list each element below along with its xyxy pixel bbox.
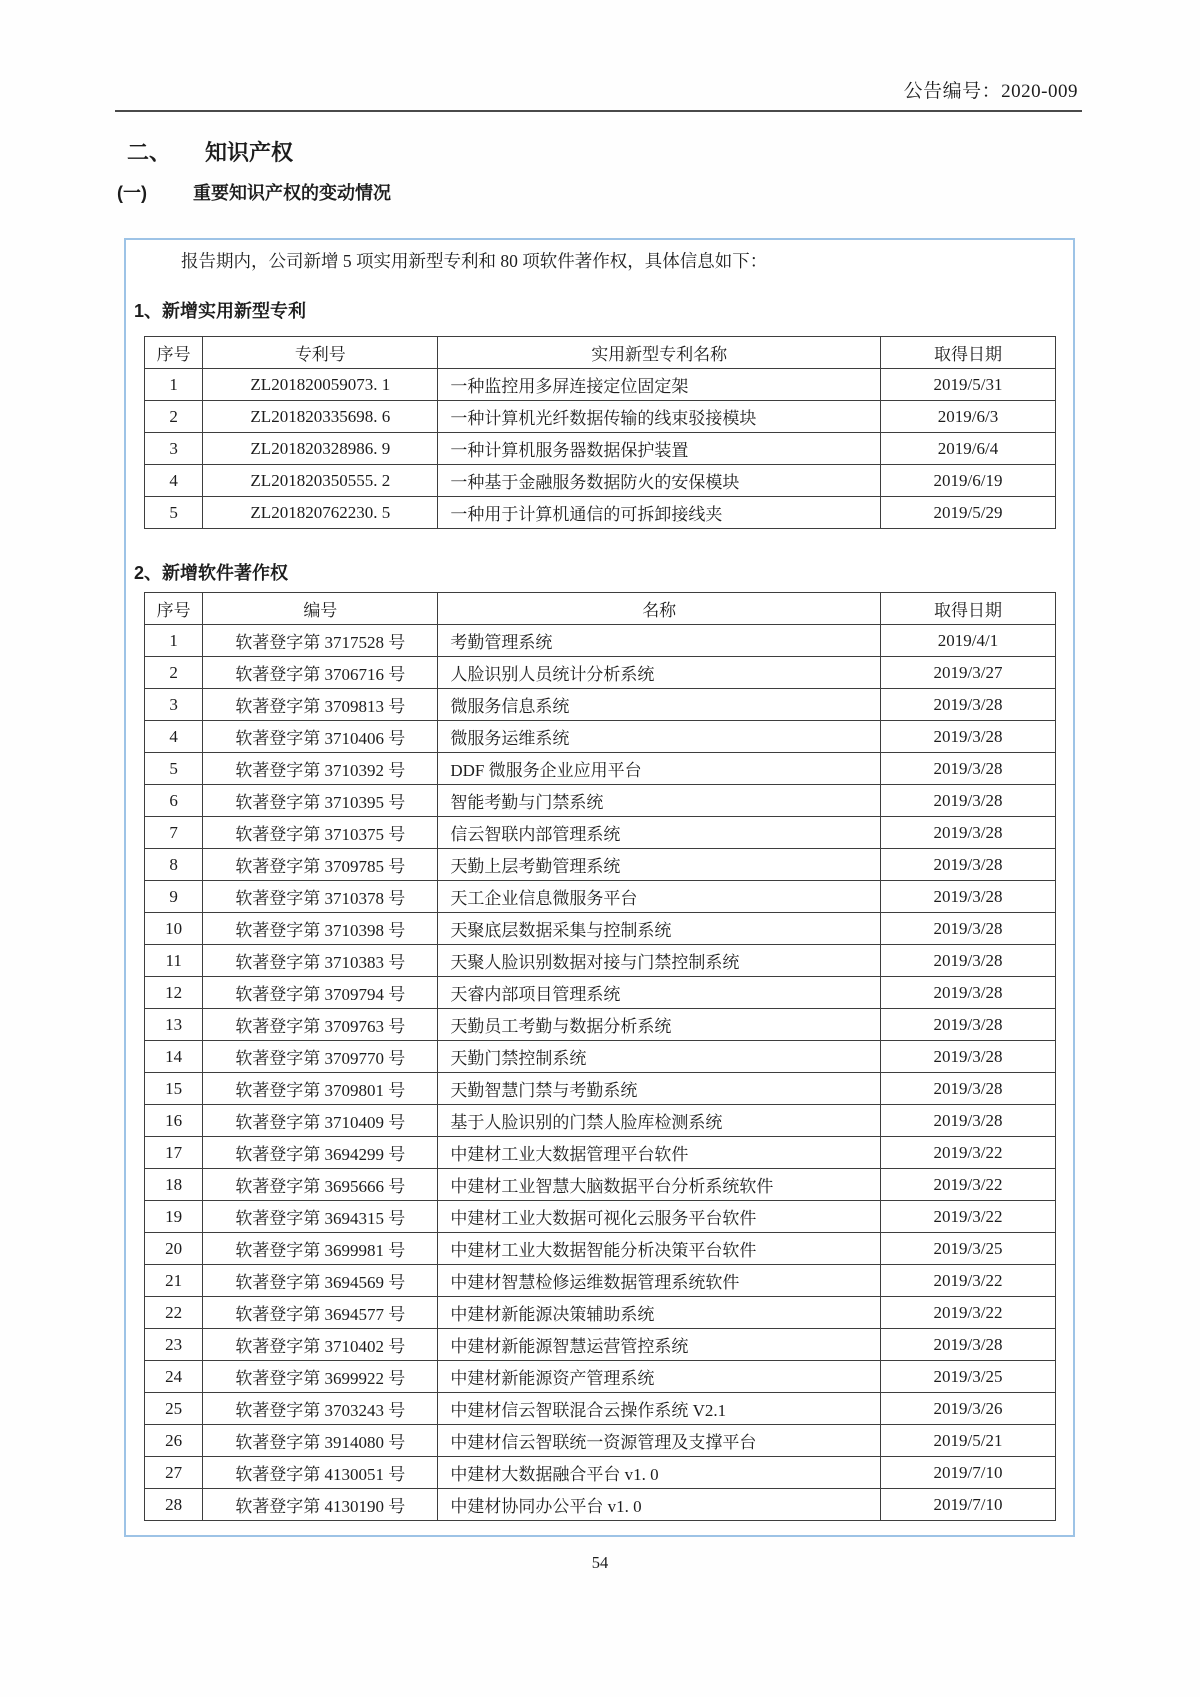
copyrights-table-row <box>145 1105 1056 1137</box>
copyright-id-cell: 软著登字第 3709763 号 <box>203 1009 438 1041</box>
copyright-name-cell: 天勤智慧门禁与考勤系统 <box>438 1073 881 1105</box>
copyright-name-cell: 天勤门禁控制系统 <box>438 1041 881 1073</box>
copyright-date-cell: 2019/3/28 <box>881 721 1056 753</box>
copyright-name-cell: 天勤上层考勤管理系统 <box>438 849 881 881</box>
copyrights-table-row <box>145 849 1056 881</box>
patents-table-row <box>145 369 1056 401</box>
patents-table-row <box>145 497 1056 529</box>
copyright-name-cell: 基于人脸识别的门禁人脸库检测系统 <box>438 1105 881 1137</box>
copyright-id-cell: 软著登字第 3703243 号 <box>203 1393 438 1425</box>
copyright-name-cell: 中建材协同办公平台 v1. 0 <box>438 1489 881 1521</box>
copyrights-table-row <box>145 753 1056 785</box>
copyright-index-cell: 23 <box>145 1329 203 1361</box>
copyright-index-cell: 2 <box>145 657 203 689</box>
copyright-date-cell: 2019/3/27 <box>881 657 1056 689</box>
copyright-index-cell: 4 <box>145 721 203 753</box>
patents-header-row <box>145 337 1056 369</box>
copyright-index-cell: 26 <box>145 1425 203 1457</box>
copyright-date-cell: 2019/3/26 <box>881 1393 1056 1425</box>
copyright-date-cell: 2019/3/28 <box>881 1009 1056 1041</box>
section-heading <box>127 136 293 167</box>
copyright-index-cell: 13 <box>145 1009 203 1041</box>
copyright-id-cell: 软著登字第 3694299 号 <box>203 1137 438 1169</box>
copyright-id-cell: 软著登字第 3709813 号 <box>203 689 438 721</box>
copyright-date-cell: 2019/3/28 <box>881 1329 1056 1361</box>
copyright-date-cell: 2019/3/28 <box>881 1041 1056 1073</box>
copyright-date-cell: 2019/3/22 <box>881 1169 1056 1201</box>
copyright-index-cell: 25 <box>145 1393 203 1425</box>
copyright-id-cell: 软著登字第 3710402 号 <box>203 1329 438 1361</box>
patent-index-cell: 3 <box>145 433 203 465</box>
copyright-id-cell: 软著登字第 3699922 号 <box>203 1361 438 1393</box>
copyright-index-cell: 17 <box>145 1137 203 1169</box>
copyright-id-cell: 软著登字第 3710392 号 <box>203 753 438 785</box>
copyrights-col-id: 编号 <box>203 593 438 625</box>
copyright-name-cell: 中建材信云智联混合云操作系统 V2.1 <box>438 1393 881 1425</box>
patents-section-label: 1、新增实用新型专利 <box>134 301 307 321</box>
copyrights-table-row <box>145 785 1056 817</box>
patents-table <box>144 336 1056 529</box>
copyright-id-cell: 软著登字第 3709785 号 <box>203 849 438 881</box>
copyrights-table-row <box>145 1169 1056 1201</box>
copyright-index-cell: 6 <box>145 785 203 817</box>
patent-date-cell: 2019/6/3 <box>881 401 1056 433</box>
copyright-name-cell: 微服务信息系统 <box>438 689 881 721</box>
copyrights-table-row <box>145 721 1056 753</box>
copyright-id-cell: 软著登字第 3710383 号 <box>203 945 438 977</box>
copyright-name-cell: 天聚人脸识别数据对接与门禁控制系统 <box>438 945 881 977</box>
copyright-index-cell: 1 <box>145 625 203 657</box>
copyright-id-cell: 软著登字第 4130190 号 <box>203 1489 438 1521</box>
copyright-name-cell: 中建材新能源资产管理系统 <box>438 1361 881 1393</box>
patents-table-row <box>145 433 1056 465</box>
patents-table-row <box>145 401 1056 433</box>
copyright-date-cell: 2019/3/28 <box>881 753 1056 785</box>
copyright-id-cell: 软著登字第 4130051 号 <box>203 1457 438 1489</box>
copyright-date-cell: 2019/3/25 <box>881 1361 1056 1393</box>
copyright-index-cell: 5 <box>145 753 203 785</box>
patent-index-cell: 5 <box>145 497 203 529</box>
copyright-date-cell: 2019/3/25 <box>881 1233 1056 1265</box>
copyright-name-cell: 人脸识别人员统计分析系统 <box>438 657 881 689</box>
copyright-index-cell: 20 <box>145 1233 203 1265</box>
copyright-id-cell: 软著登字第 3710378 号 <box>203 881 438 913</box>
copyrights-table-row <box>145 881 1056 913</box>
patent-index-cell: 4 <box>145 465 203 497</box>
copyright-id-cell: 软著登字第 3709794 号 <box>203 977 438 1009</box>
copyright-id-cell: 软著登字第 3694577 号 <box>203 1297 438 1329</box>
intro-paragraph: 报告期内，公司新增 5 项实用新型专利和 80 项软件著作权，具体信息如下： <box>181 251 768 271</box>
patent-id-cell: ZL201820335698. 6 <box>203 401 438 433</box>
copyright-index-cell: 27 <box>145 1457 203 1489</box>
copyrights-table-row <box>145 1361 1056 1393</box>
copyright-index-cell: 7 <box>145 817 203 849</box>
announcement-number: 公告编号：2020-009 <box>903 81 1078 102</box>
patents-table-row <box>145 465 1056 497</box>
copyright-id-cell: 软著登字第 3709801 号 <box>203 1073 438 1105</box>
copyright-id-cell: 软著登字第 3694315 号 <box>203 1201 438 1233</box>
copyrights-section-label: 2、新增软件著作权 <box>134 563 289 583</box>
copyright-name-cell: 天睿内部项目管理系统 <box>438 977 881 1009</box>
copyright-name-cell: 智能考勤与门禁系统 <box>438 785 881 817</box>
copyrights-col-index: 序号 <box>145 593 203 625</box>
patent-date-cell: 2019/5/31 <box>881 369 1056 401</box>
copyright-id-cell: 软著登字第 3694569 号 <box>203 1265 438 1297</box>
patents-table-body <box>145 369 1056 529</box>
copyright-index-cell: 14 <box>145 1041 203 1073</box>
copyrights-table-row <box>145 977 1056 1009</box>
patent-id-cell: ZL201820059073. 1 <box>203 369 438 401</box>
copyright-id-cell: 软著登字第 3695666 号 <box>203 1169 438 1201</box>
copyright-index-cell: 11 <box>145 945 203 977</box>
copyrights-col-name: 名称 <box>438 593 881 625</box>
copyright-index-cell: 28 <box>145 1489 203 1521</box>
copyright-index-cell: 9 <box>145 881 203 913</box>
copyrights-table-row <box>145 689 1056 721</box>
copyright-index-cell: 8 <box>145 849 203 881</box>
copyright-date-cell: 2019/3/28 <box>881 1105 1056 1137</box>
copyright-name-cell: 中建材大数据融合平台 v1. 0 <box>438 1457 881 1489</box>
copyright-date-cell: 2019/3/28 <box>881 913 1056 945</box>
patent-name-cell: 一种计算机光纤数据传输的线束驳接模块 <box>438 401 881 433</box>
copyrights-table-body <box>145 625 1056 1521</box>
copyright-id-cell: 软著登字第 3710375 号 <box>203 817 438 849</box>
patent-index-cell: 1 <box>145 369 203 401</box>
copyright-index-cell: 16 <box>145 1105 203 1137</box>
copyrights-table-row <box>145 1425 1056 1457</box>
copyright-date-cell: 2019/3/22 <box>881 1297 1056 1329</box>
copyrights-table-row <box>145 1457 1056 1489</box>
patent-date-cell: 2019/6/19 <box>881 465 1056 497</box>
copyrights-table-row <box>145 657 1056 689</box>
copyright-name-cell: 天聚底层数据采集与控制系统 <box>438 913 881 945</box>
copyright-id-cell: 软著登字第 3710398 号 <box>203 913 438 945</box>
copyrights-table-row <box>145 1041 1056 1073</box>
copyright-id-cell: 软著登字第 3710409 号 <box>203 1105 438 1137</box>
copyright-name-cell: 微服务运维系统 <box>438 721 881 753</box>
copyright-date-cell: 2019/3/22 <box>881 1137 1056 1169</box>
copyright-index-cell: 10 <box>145 913 203 945</box>
copyright-index-cell: 21 <box>145 1265 203 1297</box>
copyright-date-cell: 2019/3/28 <box>881 945 1056 977</box>
patent-id-cell: ZL201820328986. 9 <box>203 433 438 465</box>
copyrights-table-row <box>145 1489 1056 1521</box>
header-rule <box>115 110 1082 112</box>
copyright-date-cell: 2019/5/21 <box>881 1425 1056 1457</box>
copyright-name-cell: DDF 微服务企业应用平台 <box>438 753 881 785</box>
copyright-name-cell: 中建材新能源智慧运营管控系统 <box>438 1329 881 1361</box>
copyright-id-cell: 软著登字第 3709770 号 <box>203 1041 438 1073</box>
copyright-name-cell: 中建材工业大数据可视化云服务平台软件 <box>438 1201 881 1233</box>
copyright-name-cell: 考勤管理系统 <box>438 625 881 657</box>
copyright-date-cell: 2019/3/28 <box>881 977 1056 1009</box>
copyright-date-cell: 2019/3/28 <box>881 849 1056 881</box>
copyright-name-cell: 中建材信云智联统一资源管理及支撑平台 <box>438 1425 881 1457</box>
copyright-date-cell: 2019/3/22 <box>881 1265 1056 1297</box>
copyright-name-cell: 中建材新能源决策辅助系统 <box>438 1297 881 1329</box>
patent-name-cell: 一种基于金融服务数据防火的安保模块 <box>438 465 881 497</box>
copyrights-table-row <box>145 1297 1056 1329</box>
copyright-id-cell: 软著登字第 3699981 号 <box>203 1233 438 1265</box>
copyright-index-cell: 12 <box>145 977 203 1009</box>
copyright-index-cell: 15 <box>145 1073 203 1105</box>
patent-date-cell: 2019/6/4 <box>881 433 1056 465</box>
copyrights-table-row <box>145 1201 1056 1233</box>
patent-index-cell: 2 <box>145 401 203 433</box>
patent-date-cell: 2019/5/29 <box>881 497 1056 529</box>
copyright-date-cell: 2019/4/1 <box>881 625 1056 657</box>
copyright-date-cell: 2019/3/28 <box>881 689 1056 721</box>
copyright-index-cell: 18 <box>145 1169 203 1201</box>
copyrights-table-row <box>145 1009 1056 1041</box>
subsection-heading <box>117 179 391 205</box>
copyright-date-cell: 2019/3/28 <box>881 817 1056 849</box>
copyright-index-cell: 19 <box>145 1201 203 1233</box>
copyright-date-cell: 2019/7/10 <box>881 1457 1056 1489</box>
patent-name-cell: 一种计算机服务器数据保护装置 <box>438 433 881 465</box>
copyright-date-cell: 2019/3/22 <box>881 1201 1056 1233</box>
copyright-name-cell: 天工企业信息微服务平台 <box>438 881 881 913</box>
copyright-name-cell: 中建材工业大数据管理平台软件 <box>438 1137 881 1169</box>
copyright-name-cell: 中建材智慧检修运维数据管理系统软件 <box>438 1265 881 1297</box>
patents-col-name: 实用新型专利名称 <box>438 337 881 369</box>
patent-name-cell: 一种用于计算机通信的可拆卸接线夹 <box>438 497 881 529</box>
patent-name-cell: 一种监控用多屏连接定位固定架 <box>438 369 881 401</box>
copyrights-table-row <box>145 1233 1056 1265</box>
copyright-date-cell: 2019/3/28 <box>881 785 1056 817</box>
copyrights-table-row <box>145 817 1056 849</box>
copyrights-table-row <box>145 913 1056 945</box>
patents-col-index: 序号 <box>145 337 203 369</box>
copyright-id-cell: 软著登字第 3914080 号 <box>203 1425 438 1457</box>
copyright-date-cell: 2019/7/10 <box>881 1489 1056 1521</box>
subsection-heading-number: (一) <box>117 183 147 203</box>
subsection-heading-title: 重要知识产权的变动情况 <box>193 183 391 203</box>
section-heading-title: 知识产权 <box>205 140 294 165</box>
copyright-index-cell: 3 <box>145 689 203 721</box>
copyright-date-cell: 2019/3/28 <box>881 881 1056 913</box>
patent-id-cell: ZL201820762230. 5 <box>203 497 438 529</box>
copyrights-header-row <box>145 593 1056 625</box>
copyrights-table-row <box>145 1073 1056 1105</box>
content-box <box>124 238 1075 1537</box>
copyright-date-cell: 2019/3/28 <box>881 1073 1056 1105</box>
copyrights-table-row <box>145 1137 1056 1169</box>
section-heading-number: 二、 <box>127 140 172 165</box>
copyrights-table-row <box>145 1265 1056 1297</box>
copyrights-table-row <box>145 945 1056 977</box>
patents-col-date: 取得日期 <box>881 337 1056 369</box>
copyright-id-cell: 软著登字第 3717528 号 <box>203 625 438 657</box>
patent-id-cell: ZL201820350555. 2 <box>203 465 438 497</box>
patents-col-id: 专利号 <box>203 337 438 369</box>
page-number: 54 <box>591 1553 609 1572</box>
copyrights-table <box>144 592 1056 1521</box>
copyrights-col-date: 取得日期 <box>881 593 1056 625</box>
copyright-name-cell: 中建材工业智慧大脑数据平台分析系统软件 <box>438 1169 881 1201</box>
copyright-index-cell: 22 <box>145 1297 203 1329</box>
copyright-id-cell: 软著登字第 3710406 号 <box>203 721 438 753</box>
copyrights-table-row <box>145 1329 1056 1361</box>
copyright-id-cell: 软著登字第 3706716 号 <box>203 657 438 689</box>
copyright-name-cell: 中建材工业大数据智能分析决策平台软件 <box>438 1233 881 1265</box>
copyrights-table-row <box>145 1393 1056 1425</box>
copyright-index-cell: 24 <box>145 1361 203 1393</box>
copyright-name-cell: 天勤员工考勤与数据分析系统 <box>438 1009 881 1041</box>
copyright-name-cell: 信云智联内部管理系统 <box>438 817 881 849</box>
copyright-id-cell: 软著登字第 3710395 号 <box>203 785 438 817</box>
copyrights-table-row <box>145 625 1056 657</box>
